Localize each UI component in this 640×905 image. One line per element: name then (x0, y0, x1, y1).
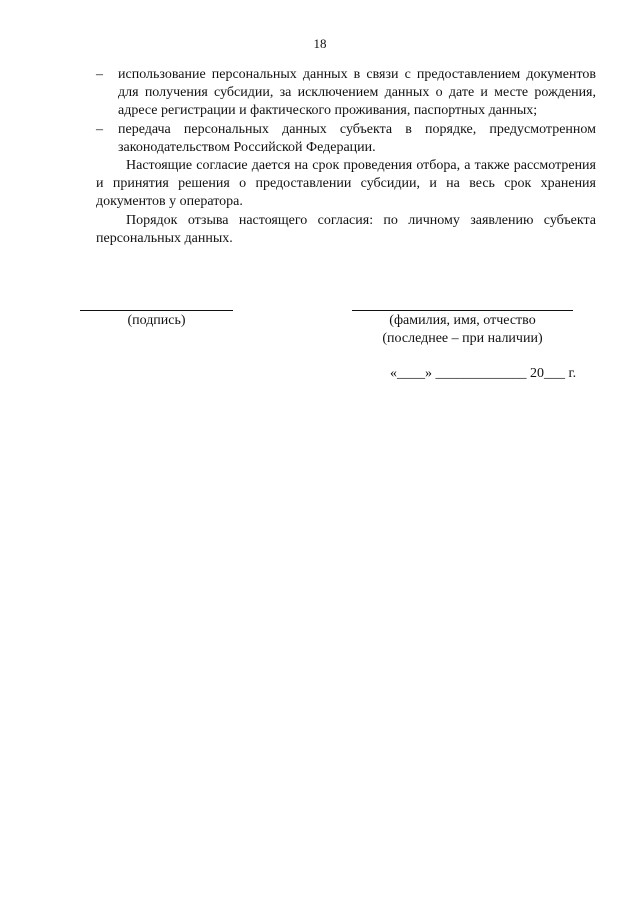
consent-term-paragraph: Настоящие согласие дается на срок проведения отбора, а также рассмотрения и принятия решения о предоставлении субсидии, и на весь срок хранения документов у оператора. (96, 158, 596, 210)
date-line: «____» _____________ 20___ г. (390, 366, 577, 381)
document-body (96, 66, 596, 248)
list-item-text: использование персональных данных в связи с предоставлением документов для получения субсидии, за исключением данных о дате и месте рождения, адресе регистрации и фактического проживания, паспортных данных; (118, 67, 596, 119)
signature-line (80, 310, 233, 311)
list-bullet: – (96, 67, 103, 82)
patronymic-note: (последнее – при наличии) (382, 331, 543, 346)
revocation-paragraph: Порядок отзыва настоящего согласия: по личному заявлению субъекта персональных данных. (96, 212, 596, 246)
page-number: 18 (313, 36, 327, 51)
full-name-label: (фамилия, имя, отчество (389, 313, 536, 328)
list-bullet: – (96, 121, 103, 137)
signature-label: (подпись) (127, 313, 186, 328)
list-item-text: передача персональных данных субъекта в порядке, предусмотренном законодательством Российской Федерации. (118, 121, 596, 155)
list-item (96, 66, 596, 121)
full-name-line (352, 310, 573, 311)
list-item (96, 121, 596, 157)
